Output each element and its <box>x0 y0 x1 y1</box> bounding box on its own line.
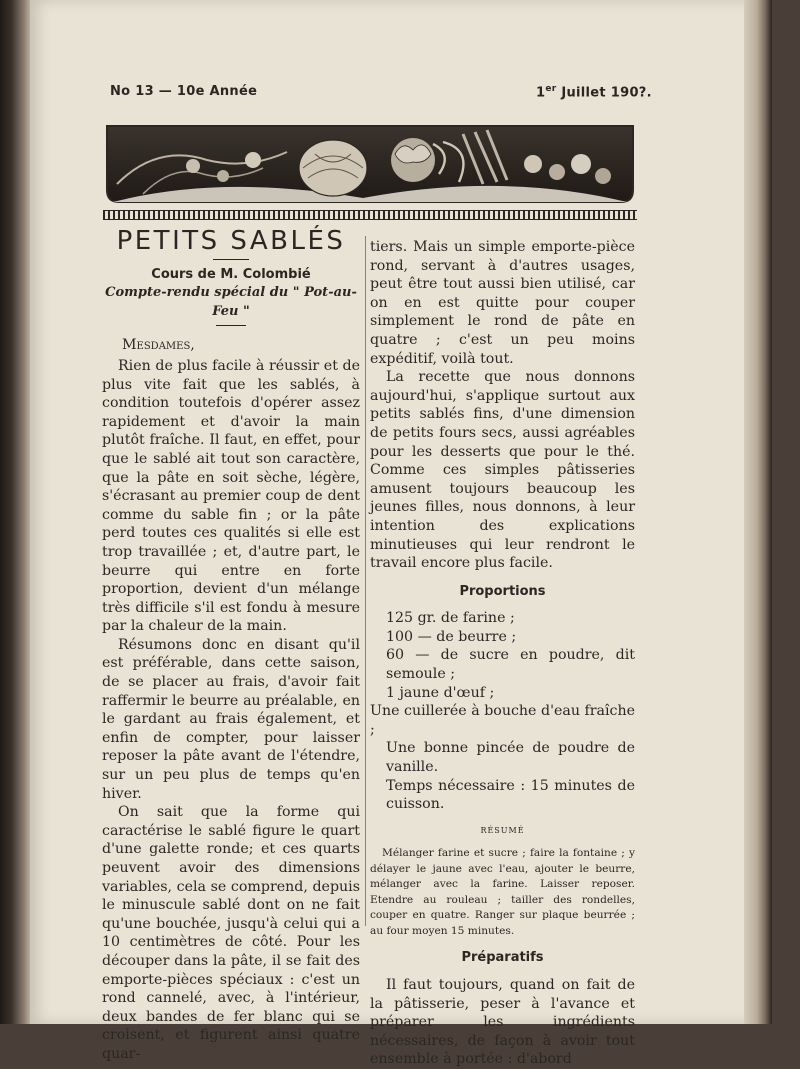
list-item: 60 — de sucre en poudre, dit semoule ; <box>386 647 635 683</box>
paragraph: Résumons donc en disant qu'il est préférable, dans cette saison, de se placer au frais, d'avoir fait raffermir le beurre au préalable, en le gardant au frais également, et enfin de compter, pour laisser reposer la pâte avant de l'étendre, sur un peu plus de temps qu'en hiver. <box>102 636 360 802</box>
proportions-list <box>370 609 635 814</box>
column-divider <box>365 236 366 926</box>
salutation: Mesdames, <box>122 337 195 354</box>
paragraph: On sait que la forme qui caractérise le sablé figure le quart d'une galette ronde; et ces quarts peuvent avoir des dimensions variables, cela se comprend, depuis le minuscule sablé dont on ne fait qu'une bouchée, jusqu'à celui qui a 10 centimètres de côté. Pour les découper dans la pâte, il se fait des emporte-pièces spéciaux : c'est un rond cannelé, avec, à l'intérieur, deux bandes de fer blanc qui se croisent, et figurent ainsi quatre quar- <box>102 804 360 1062</box>
paragraph: Il faut toujours, quand on fait de la pâtisserie, peser à l'avance et préparer les ingrédients nécessaires, de façon à avoir tout ensemble à portée : d'abord <box>370 977 635 1068</box>
issue-number: No 13 — 10e Année <box>110 84 258 99</box>
preparatifs-heading: Préparatifs <box>461 950 544 966</box>
issue-date <box>536 84 652 100</box>
title-underline <box>213 259 249 260</box>
paragraph: tiers. Mais un simple emporte-pièce rond, servant à d'autres usages, peut être tout aussi bien utilisé, car on en est quitte pour couper simplement le rond de pâte en quatre ; c'est un peu moins expéditif, voilà tout. <box>370 239 635 367</box>
resume-text: Mélanger farine et sucre ; faire la fontaine ; y délayer le jaune avec l'eau, ajouter le beurre, mélanger avec la farine. Laisser reposer. Etendre au rouleau ; tailler des rondelles, couper en quatre. Ranger sur plaque beurrée ; au four moyen 15 minutes. <box>370 847 635 937</box>
list-item: Une cuillerée à bouche d'eau fraîche ; <box>370 703 635 738</box>
vegetable-illustration-banner <box>103 124 637 206</box>
list-item: Temps nécessaire : 15 minutes de cuisson. <box>386 777 635 813</box>
page-edge-shadow <box>744 0 772 1024</box>
date-suffix: er <box>545 84 557 94</box>
proportions-heading: Proportions <box>459 583 546 599</box>
report-subtitle: Compte-rendu spécial du " Pot-au-Feu " <box>105 285 357 319</box>
article-title: PETITS SABLÉS <box>116 226 346 256</box>
resume-block <box>370 846 635 939</box>
book-spine-shadow <box>0 0 32 1024</box>
right-column <box>370 238 635 1069</box>
list-item: 1 jaune d'œuf ; <box>386 684 495 701</box>
subtitle-underline <box>216 325 246 326</box>
ornamental-divider <box>103 210 637 220</box>
paragraph: La recette que nous donnons aujourd'hui, s'applique surtout aux petits sablés fins, d'une dimension de petits fours secs, aussi agréables pour les desserts que pour le thé. Comme ces simples pâtisseries amusent toujours beaucoup les jeunes filles, nous donnons, à leur intention des explications minutieuses qui leur rendront le travail encore plus facile. <box>370 369 635 572</box>
date-rest: Juillet 190?. <box>556 85 652 101</box>
resume-heading: RÉSUMÉ <box>480 825 525 835</box>
paragraph: Rien de plus facile à réussir et de plus vite fait que les sablés, à condition toutefois d'opérer assez rapidement et d'avoir la main plutôt fraîche. Il faut, en effet, pour que le sablé ait tout son caractère, que la pâte en soit sèche, légère, s'écrasant au premier coup de dent comme du sable fin ; or la pâte perd toutes ces qualités si elle est trop travaillée ; et, d'autre part, le beurre qui entre en forte proportion, devient d'un mélange très difficile s'il est fondu à mesure par la chaleur de la main. <box>102 357 360 635</box>
list-item: Une bonne pincée de poudre de vanille. <box>386 740 635 776</box>
course-subtitle: Cours de M. Colombié <box>151 266 311 282</box>
list-item: 100 — de beurre ; <box>386 628 517 645</box>
left-column <box>102 226 360 1064</box>
list-item: 125 gr. de farine ; <box>386 610 515 627</box>
date-day: 1 <box>536 85 546 101</box>
